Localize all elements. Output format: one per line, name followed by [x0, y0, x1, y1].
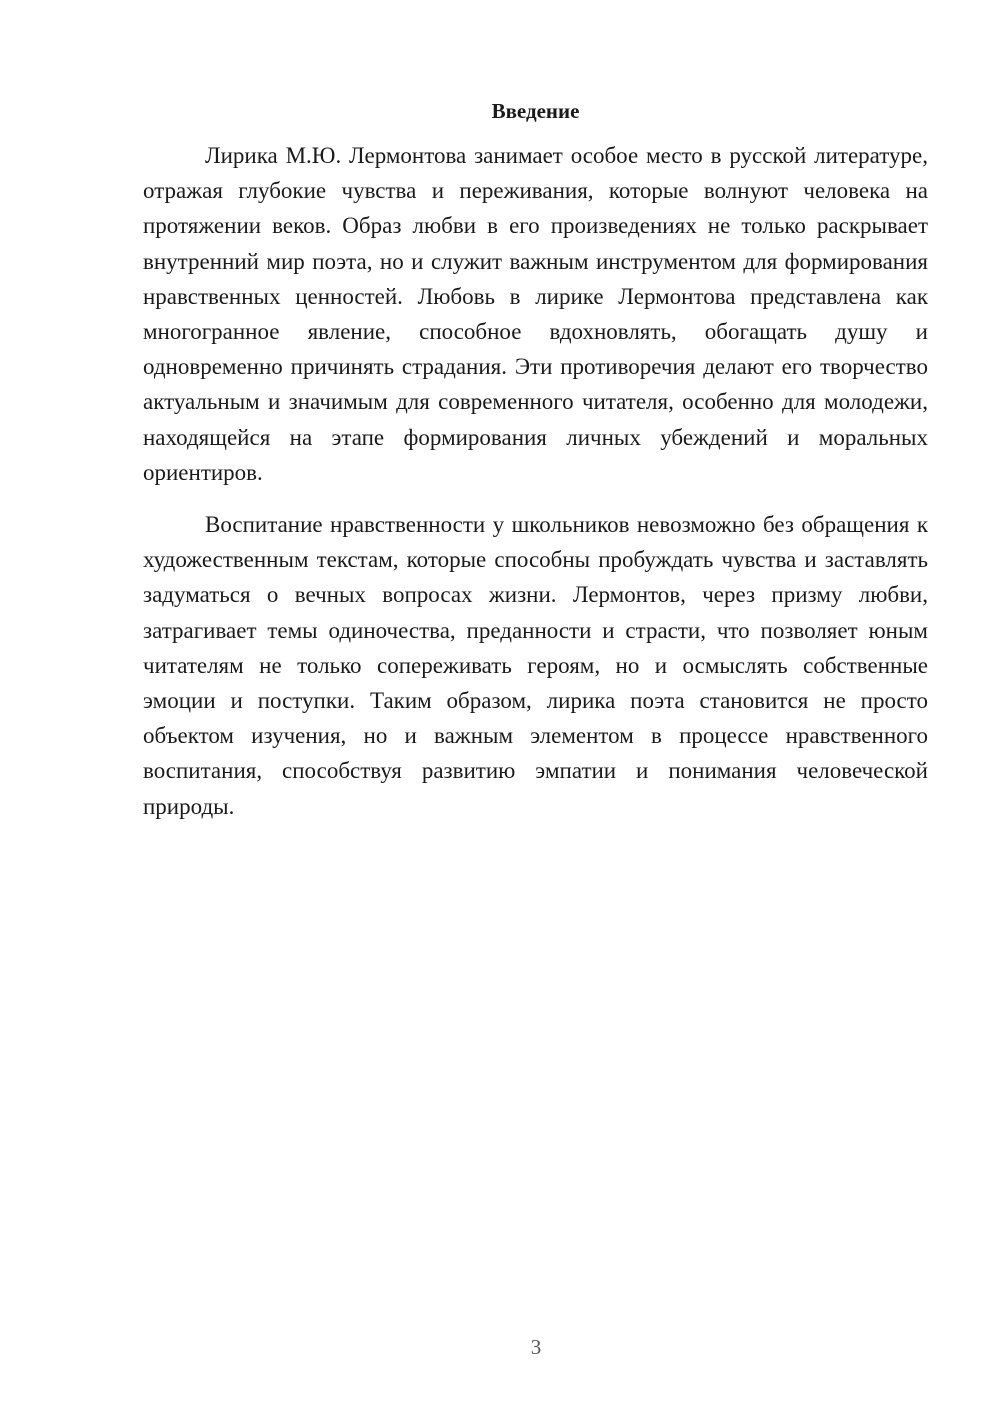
section-heading: Введение — [491, 99, 580, 123]
page-number: 3 — [530, 1335, 542, 1359]
paragraph-1: Лирика М.Ю. Лермонтова занимает особое место в русской литературе, отражая глубокие чувства и переживания, которые волнуют человека на протяжении веков. Образ любви в его произведениях не только раскрывает внутренний мир поэта, но и служит важным инструментом для формирования нравственных ценностей. Любовь в лирике Лермонтова представлена как многогранное явление, способное вдохновлять, обогащать душу и одновременно причинять страдания. Эти противоречия делают его творчество актуальным и значимым для современного читателя, особенно для молодежи, находящейся на этапе формирования личных убеждений и моральных ориентиров. — [143, 143, 928, 485]
page-content — [143, 96, 928, 824]
paragraph-2: Воспитание нравственности у школьников невозможно без обращения к художественным текстам, которые способны пробуждать чувства и заставлять задуматься о вечных вопросах жизни. Лермонтов, через призму любви, затрагивает темы одиночества, преданности и страсти, что позволяет юным читателям не только сопереживать героям, но и осмыслять собственные эмоции и поступки. Таким образом, лирика поэта становится не просто объектом изучения, но и важным элементом в процессе нравственного воспитания, способствуя развитию эмпатии и понимания человеческой природы. — [143, 512, 928, 819]
